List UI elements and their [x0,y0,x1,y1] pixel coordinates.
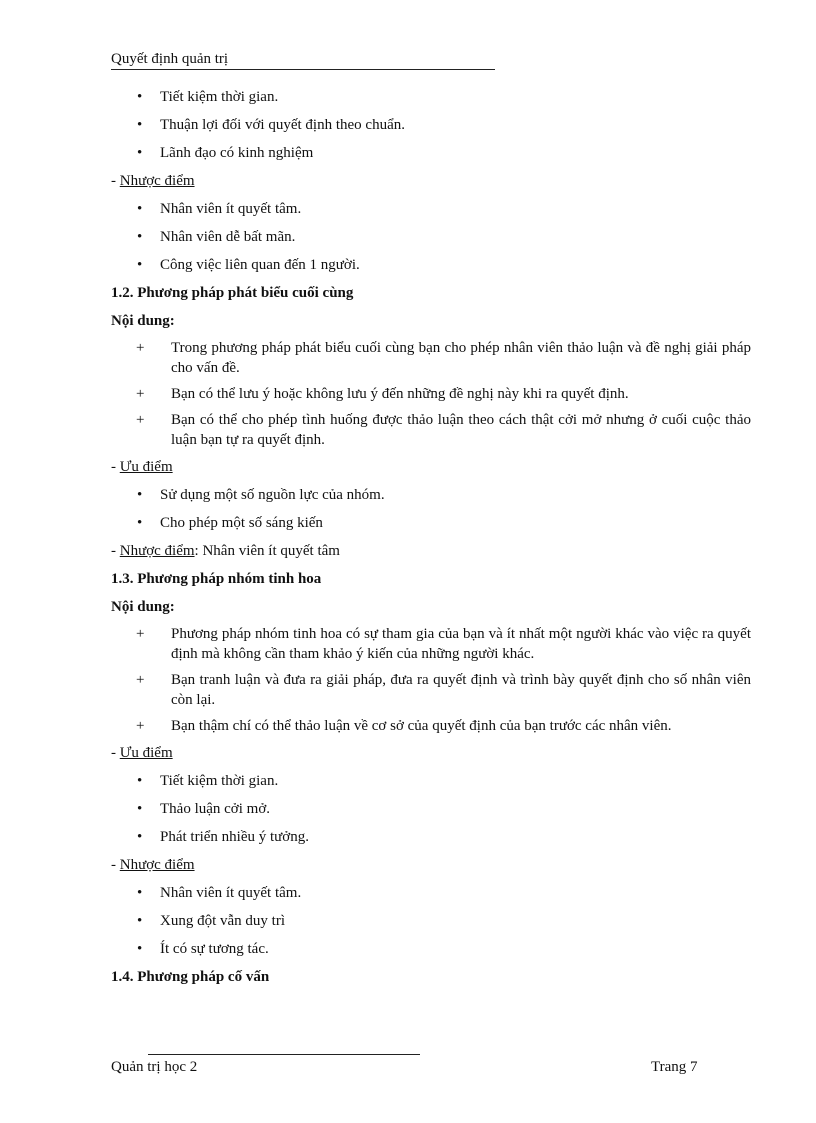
content-label: Nội dung: [111,313,175,329]
list-item: • Ít có sự tương tác. [111,938,751,966]
list-item: • Xung đột vẫn duy trì [111,910,751,938]
section-heading: 1.3. Phương pháp nhóm tinh hoa [111,571,322,587]
plus-icon: + [136,672,145,688]
bullet-icon: • [137,913,143,929]
plus-item: + Bạn có thể cho phép tình huống được thảo luận theo cách thật cởi mở nhưng ở cuối cuộc thảo luận bạn tự ra quyết định. [136,412,751,448]
list-item: • Thảo luận cởi mở. [111,798,751,826]
list-item: • Nhân viên ít quyết tâm. [111,882,751,910]
plus-icon: + [136,340,145,356]
bullet-icon: • [137,117,143,133]
footer-divider [148,1054,420,1055]
list-item: • Lãnh đạo có kinh nghiệm [111,142,751,170]
bullet-icon: • [137,145,143,161]
list-item: • Cho phép một số sáng kiến [111,512,751,540]
content-label: Nội dung: [111,599,175,615]
list-item: • Nhân viên ít quyết tâm. [111,198,751,226]
disadvantages-label: - Nhược điểm [111,173,195,189]
list-item: • Tiết kiệm thời gian. [111,86,751,114]
plus-icon: + [136,718,145,734]
section-heading: 1.2. Phương pháp phát biểu cuối cùng [111,285,354,301]
bullet-icon: • [137,89,143,105]
bullet-icon: • [137,201,143,217]
plus-icon: + [136,626,145,642]
bullet-icon: • [137,885,143,901]
disadvantages-label: - Nhược điểm [111,857,195,873]
bullet-icon: • [137,773,143,789]
bullet-icon: • [137,257,143,273]
header-title: Quyết định quản trị [111,51,229,67]
page-number: Trang 7 [651,1059,698,1075]
disadvantages-label: - Nhược điểm: Nhân viên ít quyết tâm [111,543,340,559]
plus-item: + Bạn có thể lưu ý hoặc không lưu ý đến những đề nghị này khi ra quyết định. [136,386,629,402]
bullet-icon: • [137,515,143,531]
list-item: • Công việc liên quan đến 1 người. [111,254,751,282]
plus-icon: + [136,412,145,428]
plus-icon: + [136,386,145,402]
plus-item: + Trong phương pháp phát biểu cuối cùng bạn cho phép nhân viên thảo luận và đề nghị giải pháp cho vấn đề. [136,340,751,376]
page-header [111,49,495,70]
plus-item: + Phương pháp nhóm tinh hoa có sự tham gia của bạn và ít nhất một người khác vào việc ra quyết định mà không cần tham khảo ý kiến của những người khác. [136,626,751,662]
footer-course: Quản trị học 2 [111,1059,198,1075]
bullet-icon: • [137,487,143,503]
bullet-icon: • [137,829,143,845]
list-item: • Thuận lợi đối với quyết định theo chuẩn. [111,114,751,142]
bullet-icon: • [137,801,143,817]
list-item: • Nhân viên dễ bất mãn. [111,226,751,254]
bullet-icon: • [137,229,143,245]
list-item: • Tiết kiệm thời gian. [111,770,751,798]
plus-item: + Bạn tranh luận và đưa ra giải pháp, đưa ra quyết định và trình bày quyết định cho số nhân viên còn lại. [136,672,751,708]
plus-item: + Bạn thậm chí có thể thảo luận về cơ sở của quyết định của bạn trước các nhân viên. [136,718,672,734]
advantages-label: - Ưu điểm [111,745,173,761]
list-item: • Phát triển nhiều ý tưởng. [111,826,751,854]
list-item: • Sử dụng một số nguồn lực của nhóm. [111,484,751,512]
bullet-icon: • [137,941,143,957]
advantages-label: - Ưu điểm [111,459,173,475]
section-heading: 1.4. Phương pháp cố vấn [111,969,270,985]
document-body [111,86,751,994]
